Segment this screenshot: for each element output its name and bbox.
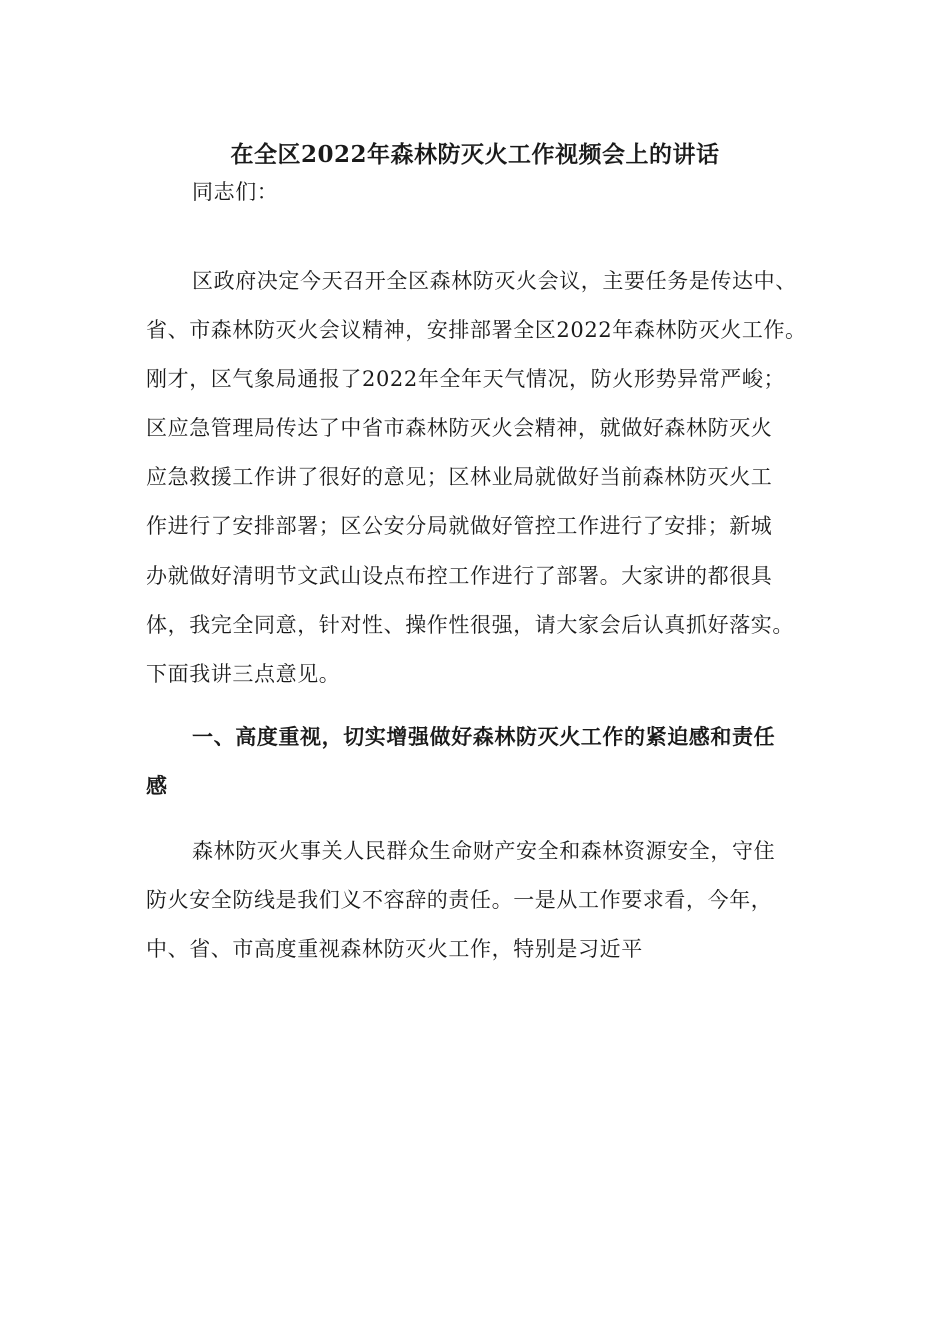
salutation: 同志们： [192,180,279,204]
paragraph-line: 作进行了安排部署；区公安分局就做好管控工作进行了安排；新城 [146,514,773,538]
document-title: 在全区2022年森林防灭火工作视频会上的讲话 [230,141,720,168]
section-heading: 一、高度重视，切实增强做好森林防灭火工作的紧迫感和责任 [192,724,776,749]
paragraph-line: 刚才，区气象局通报了2022年全年天气情况，防火形势异常严峻； [146,367,786,391]
paragraph-line: 区政府决定今天召开全区森林防灭火会议，主要任务是传达中、 [192,269,797,293]
paragraph-line: 省、市森林防灭火会议精神，安排部署全区2022年森林防灭火工作。 [146,318,807,342]
paragraph-line: 区应急管理局传达了中省市森林防灭火会精神，就做好森林防灭火 [146,416,773,440]
paragraph-line: 中、省、市高度重视森林防灭火工作，特别是习近平 [146,937,643,961]
paragraph-line: 森林防灭火事关人民群众生命财产安全和森林资源安全，守住 [192,839,776,863]
section-heading: 感 [146,773,168,798]
paragraph-line: 应急救援工作讲了很好的意见；区林业局就做好当前森林防灭火工 [146,465,773,489]
paragraph-line: 办就做好清明节文武山设点布控工作进行了部署。大家讲的都很具 [146,564,773,588]
paragraph-line: 体，我完全同意，针对性、操作性很强，请大家会后认真抓好落实。 [146,613,794,637]
paragraph-line: 防火安全防线是我们义不容辞的责任。一是从工作要求看，今年， [146,888,773,912]
paragraph-line: 下面我讲三点意见。 [146,662,341,686]
